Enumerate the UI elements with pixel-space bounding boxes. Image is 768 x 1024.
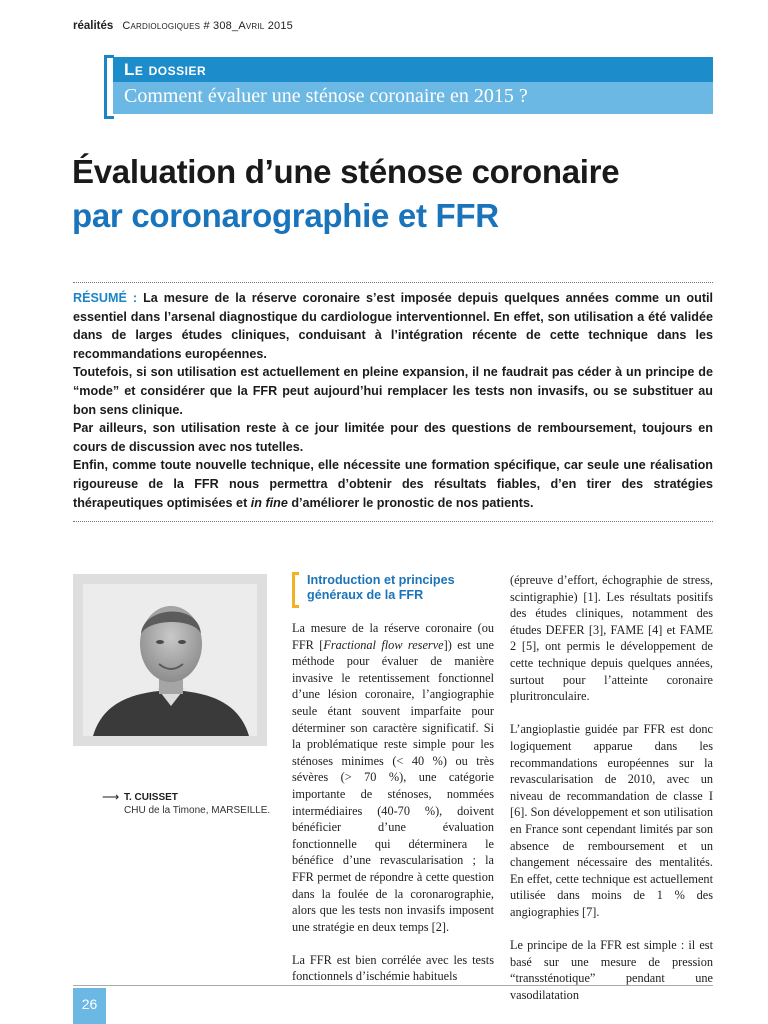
section-bracket [292, 572, 299, 608]
arrow-right-icon: ⟶ [102, 790, 120, 804]
abstract-top-divider [73, 282, 713, 283]
section-heading-text: Introduction et principes généraux de la FFR [307, 573, 455, 602]
abstract-paragraph-2: Toutefois, si son utilisation est actuellement en pleine expansion, il ne faudrait pas céder à un principe de “mode” et considérer que la FFR peut aujourd’hui remplacer les tests non invasifs, ou se substituer au bon sens clinique. [73, 365, 713, 417]
body-paragraph [292, 620, 494, 935]
abstract-paragraph-4 [73, 456, 713, 512]
dossier-banner [104, 57, 713, 114]
author-photo-frame [73, 574, 267, 746]
abstract-text-4a: Enfin, comme toute nouvelle technique, elle nécessite une formation spécifique, car seule une réalisation rigoureuse de la FFR nous permettra d’obtenir des résultats fiables, d’en tirer des stratégies thérapeutiques optimisées et [73, 458, 713, 510]
author-photo [83, 584, 257, 736]
footer-rule [73, 985, 713, 986]
running-header [73, 20, 293, 32]
page-number: 26 [73, 988, 106, 1024]
journal-issue: Cardiologiques # 308_Avril 2015 [122, 20, 293, 32]
abstract-label: RÉSUMÉ : [73, 291, 138, 305]
body-text: ]) est une méthode pour évaluer de manière invasive le retentissement fonctionnel d’une lésion coronaire, l’angiographie seule étant souvent imparfaite pour déterminer son caractère significatif. Si la problématique reste simple pour les sténoses minimes (< 40 %) ou très sévères (> 70 %), une catégorie importante de sténoses, nommées intermédiaires (40-70 %), doivent bénéficier d’une évaluation fonctionnelle qui déterminera le bénéfice d’une revascularisation ; la FFR permet de répondre à cette question dans la foulée de la coronarographie, alors que les tests non invasifs imposent une stratégie en deux temps [2]. [292, 637, 494, 934]
article-title [72, 150, 732, 238]
author-name: T. CUISSET [124, 792, 178, 803]
dossier-label: Le dossier [124, 60, 207, 79]
body-paragraph: L’angioplastie guidée par FFR est donc logiquement apparue dans les recommandations européennes sur la revascularisation de 2010, avec un niveau de recommandation de classe I [6]. Son développement et son utilisation en France sont cependant limités par son absence de remboursement et un changement nécessaire des mentalités. En effet, cette technique est actuellement utilisée dans moins de 1 % des angiographies [7]. [510, 722, 713, 919]
dossier-subtitle: Comment évaluer une sténose coronaire en 2015 ? [124, 85, 528, 107]
body-text-emphasis: Fractional flow reserve [323, 637, 444, 652]
body-paragraph: (épreuve d’effort, échographie de stress, scintigraphie) [1]. Les résultats positifs des études cliniques, notamment des études DEFER [3], FAME [4] et FAME 2 [5], ont permis le développement de cette technique depuis quelques années, surtout pour l’atteinte coronaire pluritronculaire. [510, 573, 713, 704]
body-column-middle [292, 620, 494, 1002]
abstract-bottom-divider [73, 521, 713, 522]
body-text: La mesure de la réserve coronaire (ou FFR [ [292, 621, 494, 652]
abstract-text-1: La mesure de la réserve coronaire s’est imposée depuis quelques années comme un outil essentiel dans l’arsenal diagnostique du cardiologue interventionnel. En effet, son utilisation a été validée dans de larges études cliniques, conduisant à l’intégration récente de cette technique dans les recommandations européennes. [73, 291, 714, 361]
article-title-line2: par coronarographie et FFR [72, 197, 499, 234]
body-paragraph: La FFR est bien corrélée avec les tests fonctionnels d’ischémie habituels [292, 952, 494, 984]
author-affiliation: CHU de la Timone, MARSEILLE. [124, 805, 271, 816]
abstract-text-4-emphasis: in fine [250, 495, 288, 510]
journal-brand: réalités [73, 20, 114, 32]
body-paragraph: Le principe de la FFR est simple : il est basé sur une mesure de pression “transsténotique” pendant une vasodilatation [510, 938, 713, 1002]
abstract-paragraph-1 [73, 289, 713, 363]
section-heading [292, 572, 482, 612]
article-title-line1: Évaluation d’une sténose coronaire [72, 153, 620, 190]
abstract [73, 289, 713, 512]
abstract-text-4b: d’améliorer le pronostic de nos patients. [287, 495, 534, 510]
abstract-paragraph-3: Par ailleurs, son utilisation reste à ce jour limitée pour des questions de remboursement, toujours en cours de discussion avec nos tutelles. [73, 421, 713, 454]
author-portrait-image [83, 584, 257, 736]
body-column-right [510, 572, 713, 1020]
